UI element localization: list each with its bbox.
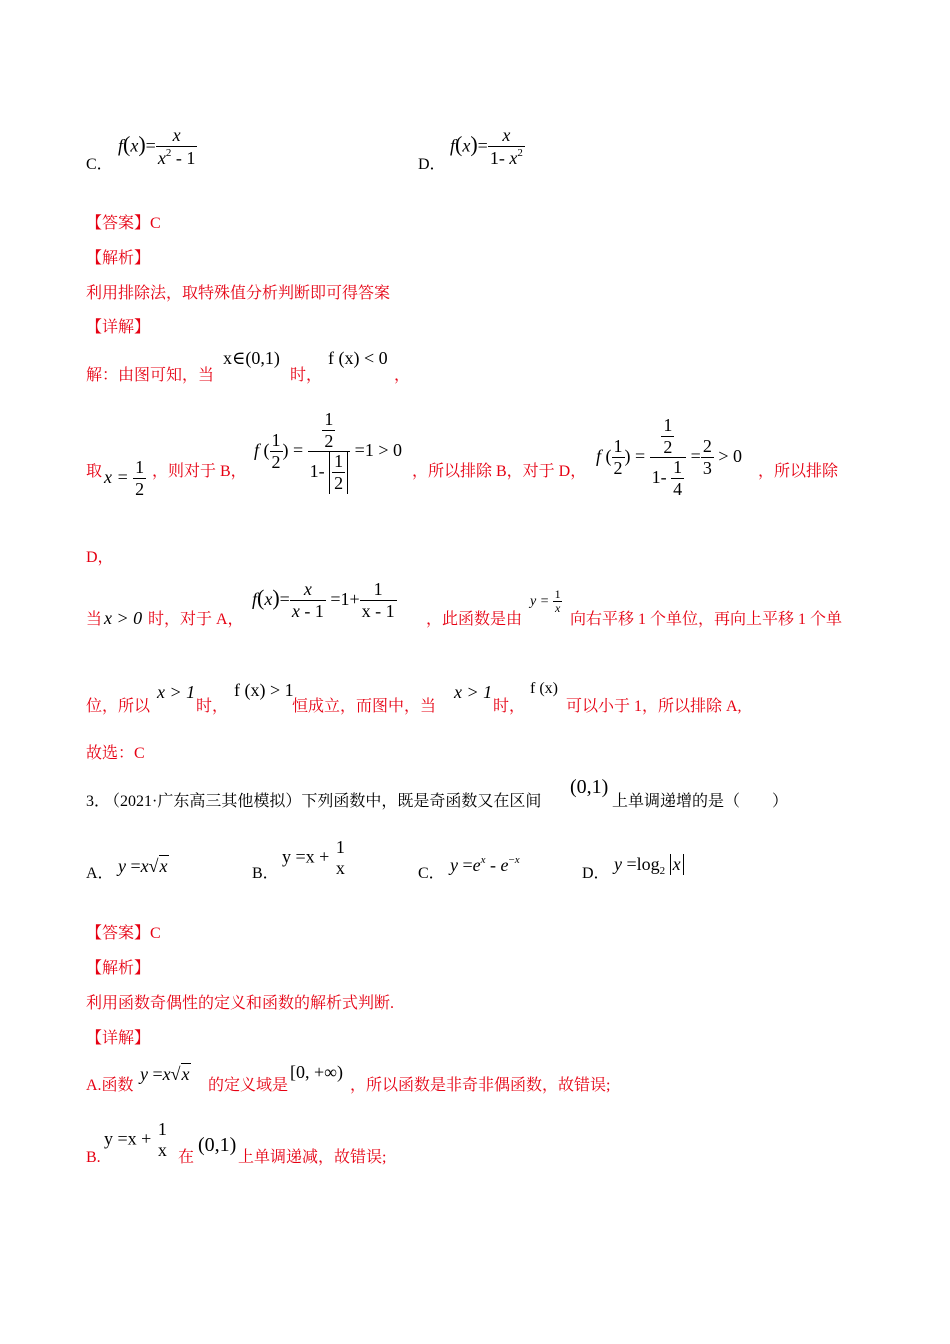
q3-detailB-formula: y =x + 1 x: [104, 1119, 167, 1160]
half-den: 2: [135, 478, 145, 499]
option-c-letter: C．: [86, 156, 113, 173]
q2-line2-D-formula: f ( $\frac{1}{2}$ ) = $\frac{1}{2}$ 1- $\frac{1}{4}$ = $\frac{2}{3}$ > 0: [596, 415, 742, 500]
q2-line4-prefix: 当: [86, 611, 103, 628]
line4-den: x - 1: [361, 600, 395, 621]
q2-line5-t3: 时，: [493, 698, 526, 715]
q3-detail-label: 【详解】: [86, 1030, 151, 1047]
D-den: 3: [702, 458, 712, 479]
q3-source: （2021·广东高三其他模拟）下列函数中，既是奇函数又在区间: [104, 793, 542, 810]
q2-line5-cond1: x > 1: [157, 682, 196, 702]
option-d-letter: D．: [418, 156, 446, 173]
q2-line4-formula: f(x)= $\frac{x}{x - 1}$ =1+ $\frac{1}{x - 1}$: [252, 579, 395, 621]
q2-line1-prefix: 解：由图可知，当: [86, 367, 215, 384]
q2-line1-end: ，: [394, 367, 411, 384]
q3-detailA-domain: [0, +∞): [290, 1062, 343, 1082]
q2-line2-forB: ，则对于 B，: [152, 463, 247, 480]
q3-detailB-prefix: B.: [86, 1149, 101, 1166]
q2-line4-y: y = $\frac{1}{x}$: [530, 587, 561, 616]
q2-line5-cond3: x > 1: [454, 682, 493, 702]
q2-line2-x: [104, 458, 146, 499]
q3-detailA-mid: 的定义域是: [208, 1077, 289, 1094]
q3-detailB-in: 在: [178, 1149, 195, 1166]
q2-line5-t4: 可以小于 1，所以排除 A,: [566, 698, 742, 715]
x-eq: x =: [104, 466, 129, 487]
B-result: =1 > 0: [354, 440, 402, 461]
q3-option-b-letter: B．: [252, 865, 279, 882]
q3-option-c-formula: $y =e^x - e^{-x}$: [450, 854, 520, 875]
option-c-formula: f(x)= $\frac{x}{x^2 - 1}$: [118, 125, 196, 168]
q2-conclusion: 故选：C: [86, 745, 145, 762]
q2-line3: D，: [86, 549, 114, 566]
q2-line2-excludeD: ，所以排除: [758, 463, 839, 480]
q3-option-a-letter: A．: [86, 865, 114, 882]
q3-analysis-text: 利用函数奇偶性的定义和函数的解析式判断.: [86, 995, 395, 1012]
q2-line5-fx: f (x): [530, 680, 558, 697]
q2-answer: [86, 214, 161, 234]
line4-y-eq: y =: [530, 594, 550, 610]
q3-interval: (0,1): [570, 776, 609, 798]
q3-option-d-letter: D．: [582, 865, 610, 882]
answer-label: 【答案】: [86, 215, 151, 232]
q2-line1-interval: x∈(0,1): [223, 348, 280, 368]
q3-answer-value: C: [150, 925, 161, 942]
q3-detailB-interval: (0,1): [198, 1134, 237, 1156]
option-d-formula: f(x)= $\frac{x}{1- x^2}$: [450, 125, 523, 168]
q2-line4-cond: x > 0: [104, 608, 143, 628]
q3-option-b-formula: y =x + 1 x: [282, 837, 345, 878]
q3-stem-end: 上单调递增的是（ ）: [612, 793, 789, 810]
q3-detailA-formula: y =x√x: [140, 1064, 190, 1084]
D-tail: > 0: [718, 446, 742, 467]
q3-option-c-letter: C．: [418, 865, 445, 882]
q3-detailB-end: 上单调递减，故错误;: [238, 1149, 387, 1166]
q2-line2-B-formula: f ( $\frac{1}{2}$ ) = $\frac{1}{2}$ 1- $\frac{1}{2}$ =1 > 0: [254, 409, 402, 494]
q3-detailA-prefix: A.函数: [86, 1077, 134, 1094]
q3-answer-label: 【答案】: [86, 925, 151, 942]
q2-line4-shift: 向右平移 1 个单位，再向上平移 1 个单: [570, 611, 843, 628]
q3-detailA-end: ，所以函数是非奇非偶函数，故错误;: [350, 1077, 611, 1094]
q3-analysis-label: 【解析】: [86, 960, 151, 977]
q2-line1-mid: 时，: [290, 367, 323, 384]
q2-detail-label: 【详解】: [86, 319, 151, 336]
q2-line4-mid: ，此函数是由: [426, 611, 523, 628]
q2-line5-t2: 恒成立，而图中，当: [292, 698, 437, 715]
q2-analysis-label: 【解析】: [86, 250, 151, 267]
half-num: 1: [135, 457, 145, 477]
q2-line5-t1: 时，: [196, 698, 229, 715]
answer-value: C: [150, 215, 161, 232]
q2-analysis-text: 利用排除法，取特殊值分析判断即可得答案: [86, 285, 391, 302]
q2-line2-take: 取: [86, 463, 103, 480]
q2-line1-cond: f (x) < 0: [328, 348, 388, 368]
q3-option-d-formula: $y =\log_2$ x: [614, 854, 684, 877]
q3-option-a-formula: y =x√x: [118, 856, 168, 876]
q3-number: 3．: [86, 793, 111, 810]
q2-line5-cond2: f (x) > 1: [234, 680, 294, 700]
q3-answer: [86, 924, 161, 944]
eq1: =1+: [330, 588, 360, 609]
D-num: 2: [702, 436, 712, 457]
q2-line5-prefix: 位，所以: [86, 698, 151, 715]
q2-line4-forA: 时，对于 A，: [148, 611, 244, 628]
D-eq: =: [690, 446, 701, 467]
q2-line2-excludeB: ，所以排除 B，对于 D，: [412, 463, 587, 480]
